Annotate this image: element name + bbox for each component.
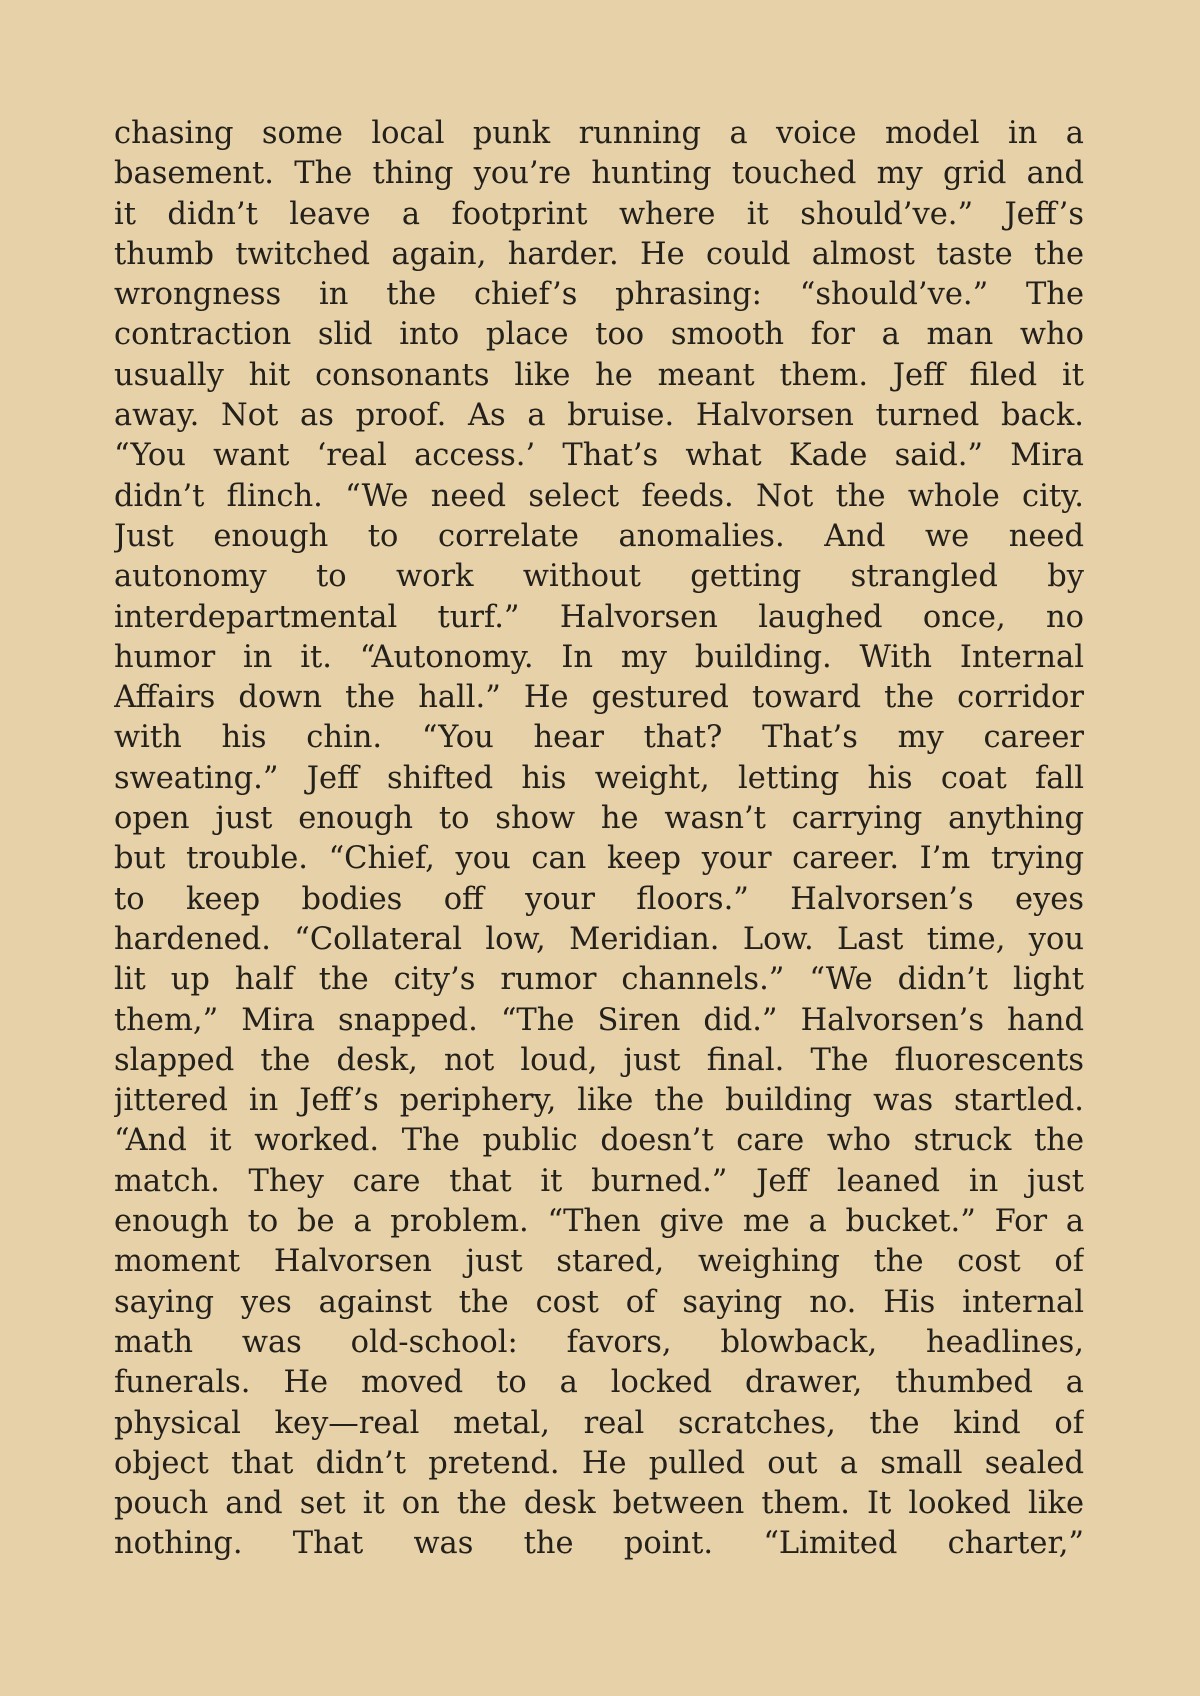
- text-line: them,” Mira snapped. “The Siren did.” Halvorsen’s hand: [114, 1002, 1084, 1038]
- text-line: enough to be a problem. “Then give me a bucket.” For a: [114, 1204, 1084, 1240]
- text-line: slapped the desk, not loud, just final. The fluorescents: [114, 1042, 1084, 1078]
- body-text: [114, 114, 1084, 1565]
- text-line: jittered in Jeff’s periphery, like the building was startled.: [114, 1083, 1084, 1119]
- text-line: open just enough to show he wasn’t carrying anything: [114, 801, 1084, 837]
- text-line: “You want ‘real access.’ That’s what Kade said.” Mira: [114, 438, 1084, 474]
- text-line: Affairs down the hall.” He gestured toward the corridor: [114, 680, 1084, 716]
- text-line: moment Halvorsen just stared, weighing the cost of: [114, 1244, 1084, 1280]
- text-line: object that didn’t pretend. He pulled out a small sealed: [114, 1445, 1084, 1481]
- text-line: but trouble. “Chief, you can keep your career. I’m trying: [114, 841, 1084, 877]
- text-line: pouch and set it on the desk between them. It looked like: [114, 1486, 1084, 1522]
- text-line: basement. The thing you’re hunting touched my grid and: [114, 156, 1084, 192]
- text-line: interdepartmental turf.” Halvorsen laughed once, no: [114, 599, 1084, 635]
- text-line: autonomy to work without getting strangled by: [114, 559, 1084, 595]
- text-line: match. They care that it burned.” Jeff leaned in just: [114, 1163, 1084, 1199]
- text-line: math was old-school: favors, blowback, headlines,: [114, 1324, 1084, 1360]
- text-line: thumb twitched again, harder. He could almost taste the: [114, 236, 1084, 272]
- text-line: it didn’t leave a footprint where it should’ve.” Jeff’s: [114, 196, 1084, 232]
- text-line: didn’t flinch. “We need select feeds. Not the whole city.: [114, 478, 1084, 514]
- text-line: chasing some local punk running a voice model in a: [114, 116, 1084, 151]
- text-line: physical key—real metal, real scratches, the kind of: [114, 1405, 1084, 1441]
- text-line: saying yes against the cost of saying no. His internal: [114, 1284, 1084, 1320]
- text-line: wrongness in the chief’s phrasing: “should’ve.” The: [114, 277, 1084, 313]
- text-line: sweating.” Jeff shifted his weight, letting his coat fall: [114, 760, 1084, 796]
- text-line: to keep bodies off your floors.” Halvorsen’s eyes: [114, 881, 1084, 917]
- text-line: nothing. That was the point. “Limited charter,”: [114, 1526, 1084, 1562]
- text-line: hardened. “Collateral low, Meridian. Low. Last time, you: [114, 921, 1084, 957]
- text-line: funerals. He moved to a locked drawer, thumbed a: [114, 1365, 1084, 1401]
- text-line: “And it worked. The public doesn’t care who struck the: [114, 1123, 1084, 1159]
- text-line: Just enough to correlate anomalies. And we need: [114, 518, 1084, 554]
- text-line: away. Not as proof. As a bruise. Halvorsen turned back.: [114, 398, 1084, 434]
- text-line: contraction slid into place too smooth for a man who: [114, 317, 1084, 353]
- text-line: with his chin. “You hear that? That’s my career: [114, 720, 1084, 756]
- text-line: humor in it. “Autonomy. In my building. With Internal: [114, 639, 1084, 675]
- text-line: usually hit consonants like he meant them. Jeff filed it: [114, 357, 1084, 393]
- text-line: lit up half the city’s rumor channels.” “We didn’t light: [114, 962, 1084, 998]
